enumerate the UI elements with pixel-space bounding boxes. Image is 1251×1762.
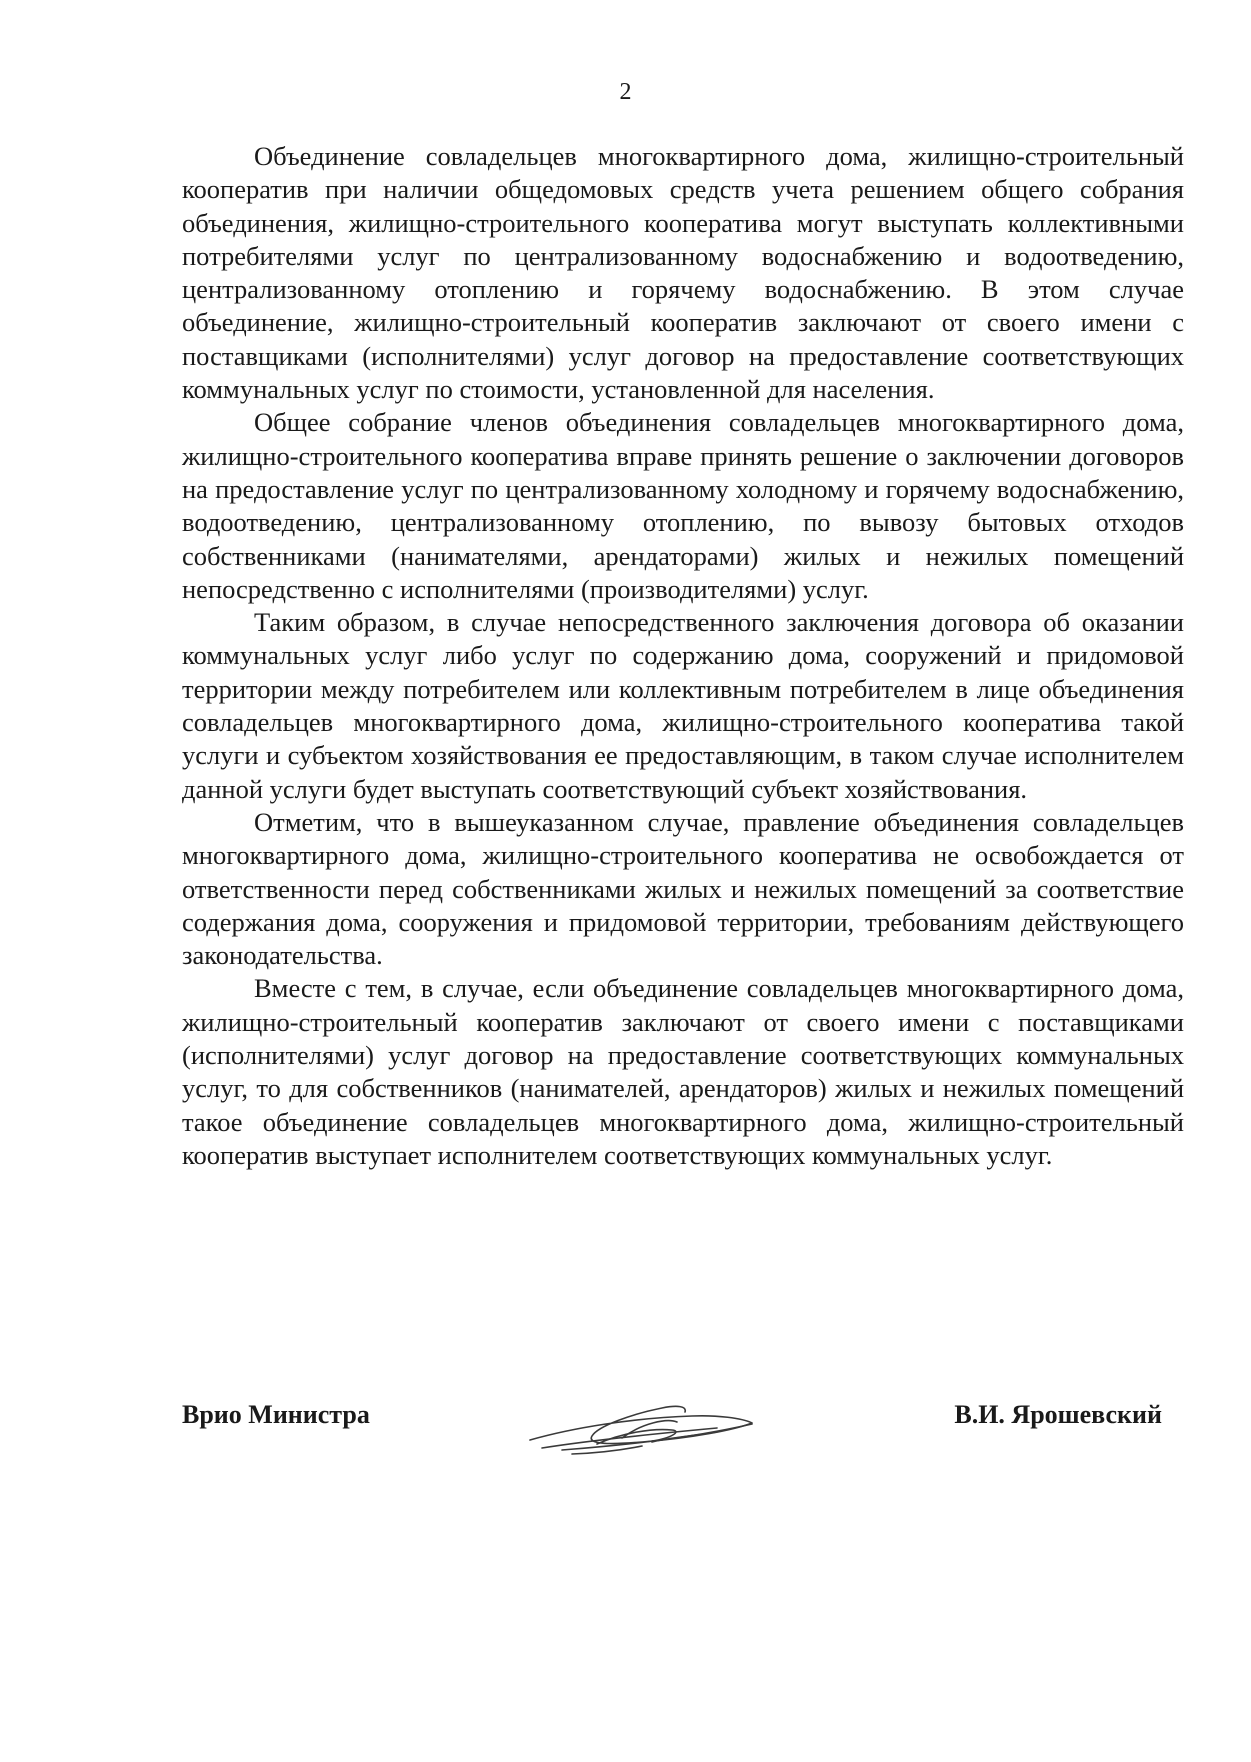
paragraph: Вместе с тем, в случае, если объединение совладельцев многоквартирного дома, жилищно-строительный кооператив заключают от своего имени с поставщиками (исполнителями) услуг договор на предоставление соответствующих коммунальных услуг, то для собственников (нанимателей, арендаторов) жилых и нежилых помещений такое объединение совладельцев многоквартирного дома, жилищно-строительный кооператив выступает исполнителем соответствующих коммунальных услуг.: [182, 973, 1184, 1170]
paragraph: Общее собрание членов объединения совладельцев многоквартирного дома, жилищно-строительного кооператива вправе принять решение о заключении договоров на предоставление услуг по централизованному холодному и горячему водоснабжению, водоотведению, централизованному отоплению, по вывозу бытовых отходов собственниками (нанимателями, арендаторами) жилых и нежилых помещений непосредственно с исполнителями (производителями) услуг.: [182, 407, 1184, 604]
page-number: 2: [619, 79, 632, 105]
paragraph: Таким образом, в случае непосредственного заключения договора об оказании коммунальных услуг либо услуг по содержанию дома, сооружений и придомовой территории между потребителем или коллективным потребителем в лице объединения совладельцев многоквартирного дома, жилищно-строительного кооператива такой услуги и субъектом хозяйствования ее предоставляющим, в таком случае исполнителем данной услуги будет выступать соответствующий субъект хозяйствования.: [182, 607, 1184, 804]
signatory-name: В.И. Ярошевский: [954, 1400, 1162, 1429]
handwritten-signature: [502, 1378, 782, 1473]
paragraph: Отметим, что в вышеуказанном случае, правление объединения совладельцев многоквартирного дома, жилищно-строительного кооператива не освобождается от ответственности перед собственниками жилых и нежилых помещений за соответствие содержания дома, сооружения и придомовой территории, требованиям действующего законодательства.: [182, 806, 1184, 971]
letter-body: [182, 140, 1184, 1172]
signatory-title: Врио Министра: [182, 1400, 370, 1429]
paragraph: Объединение совладельцев многоквартирного дома, жилищно-строительный кооператив при наличии общедомовых средств учета решением общего собрания объединения, жилищно-строительного кооператива могут выступать коллективными потребителями услуг по централизованному водоснабжению и водоотведению, централизованному отоплению и горячему водоснабжению. В этом случае объединение, жилищно-строительный кооператив заключают от своего имени с поставщиками (исполнителями) услуг договор на предоставление соответствующих коммунальных услуг по стоимости, установленной для населения.: [182, 141, 1184, 405]
signature-block: [182, 1388, 1184, 1498]
